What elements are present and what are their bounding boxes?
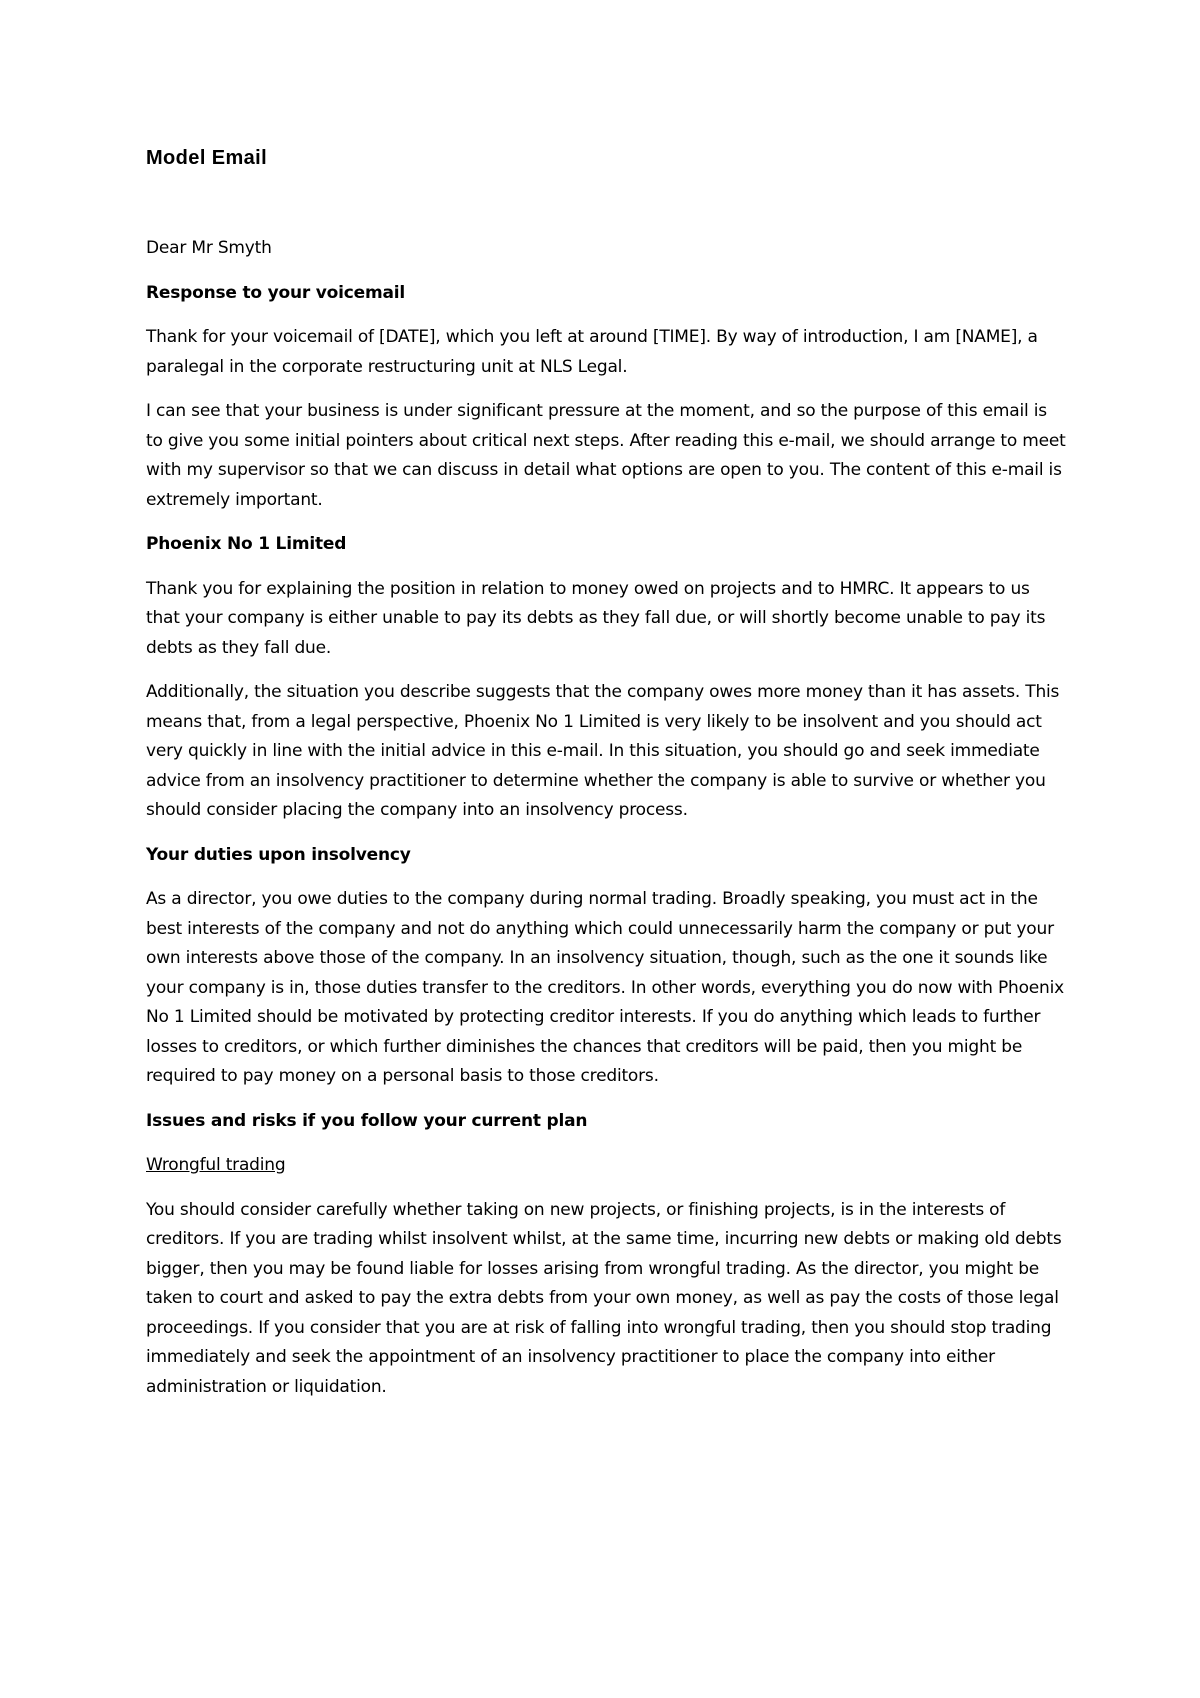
page-title: Model Email bbox=[146, 147, 268, 169]
paragraph-response-2: I can see that your business is under significant pressure at the moment, and so the purpose of this email is to give you some initial pointers about critical next steps. After reading this e-mail, we should arrange to meet with my supervisor so that we can discuss in detail what options are open to you. The content of this e-mail is extremely important. bbox=[146, 401, 1066, 510]
paragraph-response-1: Thank for your voicemail of [DATE], which you left at around [TIME]. By way of introduction, I am [NAME], a paralegal in the corporate restructuring unit at NLS Legal. bbox=[146, 327, 1038, 377]
heading-risks: Issues and risks if you follow your current plan bbox=[146, 1110, 588, 1131]
heading-duties: Your duties upon insolvency bbox=[146, 844, 411, 865]
subheading-wrongful-trading: Wrongful trading bbox=[146, 1155, 286, 1175]
document-body bbox=[146, 146, 1066, 1417]
heading-phoenix: Phoenix No 1 Limited bbox=[146, 534, 347, 554]
paragraph-phoenix-2: Additionally, the situation you describe suggests that the company owes more money than it has assets. This means that, from a legal perspective, Phoenix No 1 Limited is very likely to be insolvent and you should act very quickly in line with the initial advice in this e-mail. In this situation, you should go and seek immediate advice from an insolvency practitioner to determine whether the company is able to survive or whether you should consider placing the company into an insolvency process. bbox=[146, 682, 1060, 820]
heading-response: Response to your voicemail bbox=[146, 282, 405, 303]
salutation: Dear Mr Smyth bbox=[146, 238, 272, 258]
paragraph-risks-1: You should consider carefully whether taking on new projects, or finishing projects, is in the interests of creditors. If you are trading whilst insolvent whilst, at the same time, incurring new debts or making old debts bigger, then you may be found liable for losses arising from wrongful trading. As the director, you might be taken to court and asked to pay the extra debts from your own money, as well as pay the costs of those legal proceedings. If you consider that you are at risk of falling into wrongful trading, then you should stop trading immediately and seek the appointment of an insolvency practitioner to place the company into either administration or liquidation. bbox=[146, 1199, 1062, 1397]
paragraph-phoenix-1: Thank you for explaining the position in relation to money owed on projects and to HMRC. It appears to us that your company is either unable to pay its debts as they fall due, or will shortly become unable to pay its debts as they fall due. bbox=[146, 578, 1046, 658]
paragraph-duties-1: As a director, you owe duties to the company during normal trading. Broadly speaking, you must act in the best interests of the company and not do anything which could unnecessarily harm the company or put your own interests above those of the company. In an insolvency situation, though, such as the one it sounds like your company is in, those duties transfer to the creditors. In other words, everything you do now with Phoenix No 1 Limited should be motivated by protecting creditor interests. If you do anything which leads to further losses to creditors, or which further diminishes the chances that creditors will be paid, then you might be required to pay money on a personal basis to those creditors. bbox=[146, 889, 1065, 1086]
